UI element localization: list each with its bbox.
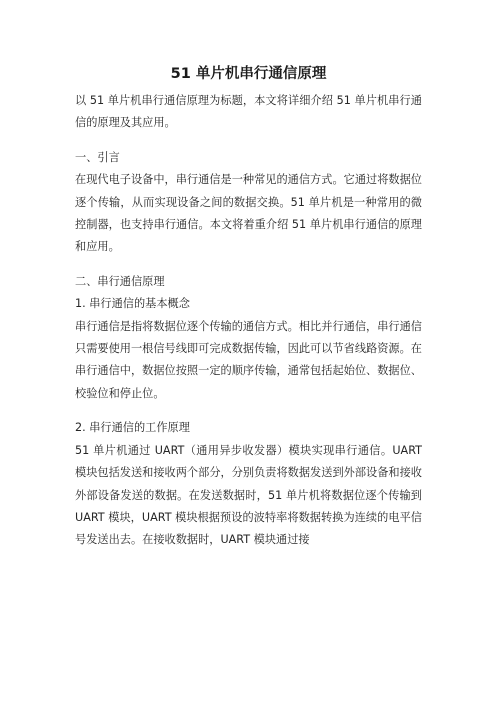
- section-1-heading: 一、引言: [75, 150, 120, 164]
- spacer: [75, 135, 422, 147]
- section-1-paragraph: 在现代电子设备中，串行通信是一种常见的通信方式。它通过将数据位逐个传输，从而实现设备之间的数据交换。51 单片机是一种常用的微控制器，也支持串行通信。本文将着重介绍 51 单片机串行通信的原理和应用。: [75, 173, 422, 254]
- subsection-2-heading: 2. 串行通信的工作原理: [75, 421, 190, 435]
- document-title: 51 单片机串行通信原理: [170, 66, 327, 82]
- subsection-1-heading: 1. 串行通信的基本概念: [75, 297, 190, 311]
- spacer: [75, 259, 422, 271]
- subsection-1-paragraph: 串行通信是指将数据位逐个传输的通信方式。相比并行通信，串行通信只需要使用一根信号线即可完成数据传输，因此可以节省线路资源。在串行通信中，数据位按照一定的顺序传输，通常包括起始位、数据位、校验位和停止位。: [75, 319, 422, 400]
- subsection-2-paragraph: 51 单片机通过 UART（通用异步收发器）模块实现串行通信。UART 模块包括发送和接收两个部分，分别负责将数据发送到外部设备和接收外部设备发送的数据。在发送数据时，51 单片机将数据位逐个传输到 UART 模块，UART 模块根据预设的波特率将数据转换为连续的电平信号发送出去。在接收数据时，UART 模块通过接: [75, 443, 422, 547]
- section-2-heading: 二、串行通信原理: [75, 274, 165, 288]
- spacer: [75, 405, 422, 417]
- intro-paragraph: 以 51 单片机串行通信原理为标题，本文将详细介绍 51 单片机串行通信的原理及其应用。: [75, 94, 422, 130]
- document-page: [75, 64, 422, 552]
